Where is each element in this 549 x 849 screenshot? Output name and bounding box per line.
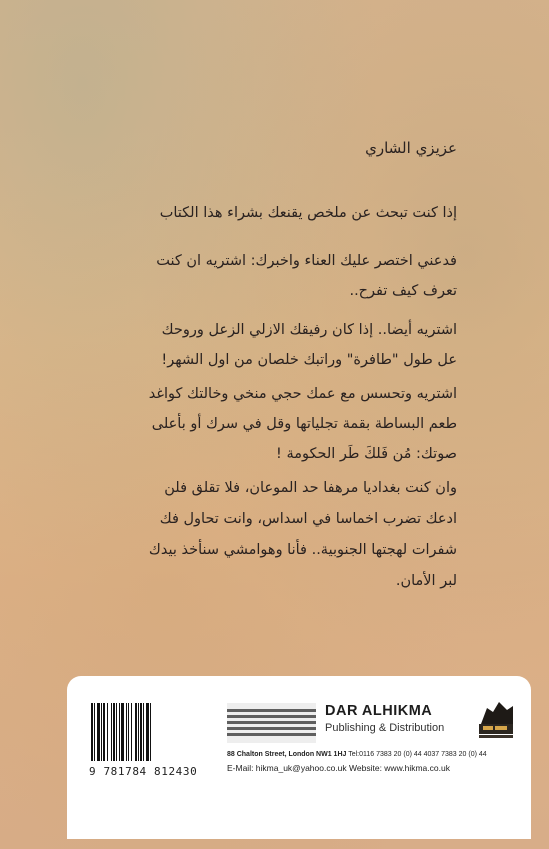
dar-alhikma-seal-icon (473, 694, 519, 742)
publisher-address (227, 751, 527, 758)
isbn-number: 9 781784 812430 (89, 765, 198, 778)
publisher-name: DAR ALHIKMA (325, 703, 433, 719)
paragraph-4 (97, 379, 457, 469)
paragraph-line: اشتريه أيضا.. إذا كان رفيقك الازلي الزعل وروحك (161, 322, 457, 338)
greeting: عزيزي الشاري (365, 139, 457, 157)
paragraph-3 (97, 315, 457, 375)
isbn-barcode (91, 703, 211, 761)
paragraph-line: ادعك تضرب اخماسا في اسداس، وانت تحاول فك (159, 511, 457, 527)
paragraph-2 (97, 246, 457, 306)
paragraph-line: صوتك: مُن فَلكَ طَر الحكومة ! (276, 446, 457, 462)
publisher-contact: E-Mail: hikma_uk@yahoo.co.uk Website: www.hikma.co.uk (227, 763, 450, 773)
publisher-footer (67, 676, 531, 839)
paragraph-line: لبر الأمان. (395, 573, 457, 589)
paragraph-line: فدعني اختصر عليك العناء واخبرك: اشتريه ان كنت (156, 253, 457, 269)
publisher-subtitle: Publishing & Distribution (325, 722, 445, 734)
paragraph-line: وان كنت بغداديا مرهفا حد الموعان، فلا تقلق فلن (164, 480, 457, 496)
paragraph-line: إذا كنت تبحث عن ملخص يقنعك بشراء هذا الكتاب (159, 205, 457, 221)
publisher-logo-books-icon (227, 703, 316, 743)
paragraph-line: تعرف كيف تفرح.. (349, 283, 457, 299)
address-telephone: Tel:0116 7383 20 (0) 44 4037 7383 20 (0) 44 (346, 751, 487, 758)
barcode-bar (151, 703, 153, 761)
address-street: 88 Chalton Street, London NW1 1HJ (227, 751, 347, 758)
paragraph-line: اشتريه وتحسس مع عمك حجي منخي وخالتك كواغد (148, 386, 457, 402)
paragraph-line: شفرات لهجتها الجنوبية.. فأنا وهوامشي سنأخذ بيدك (148, 542, 457, 558)
paragraph-5 (97, 473, 457, 597)
paragraph-1 (97, 198, 457, 228)
paragraph-line: عل طول "طافرة" وراتبك خلصان من اول الشهر! (161, 352, 457, 368)
paragraph-line: طعم البساطة بقمة تجلياتها وقل في سرك أو بأعلى (151, 416, 457, 432)
